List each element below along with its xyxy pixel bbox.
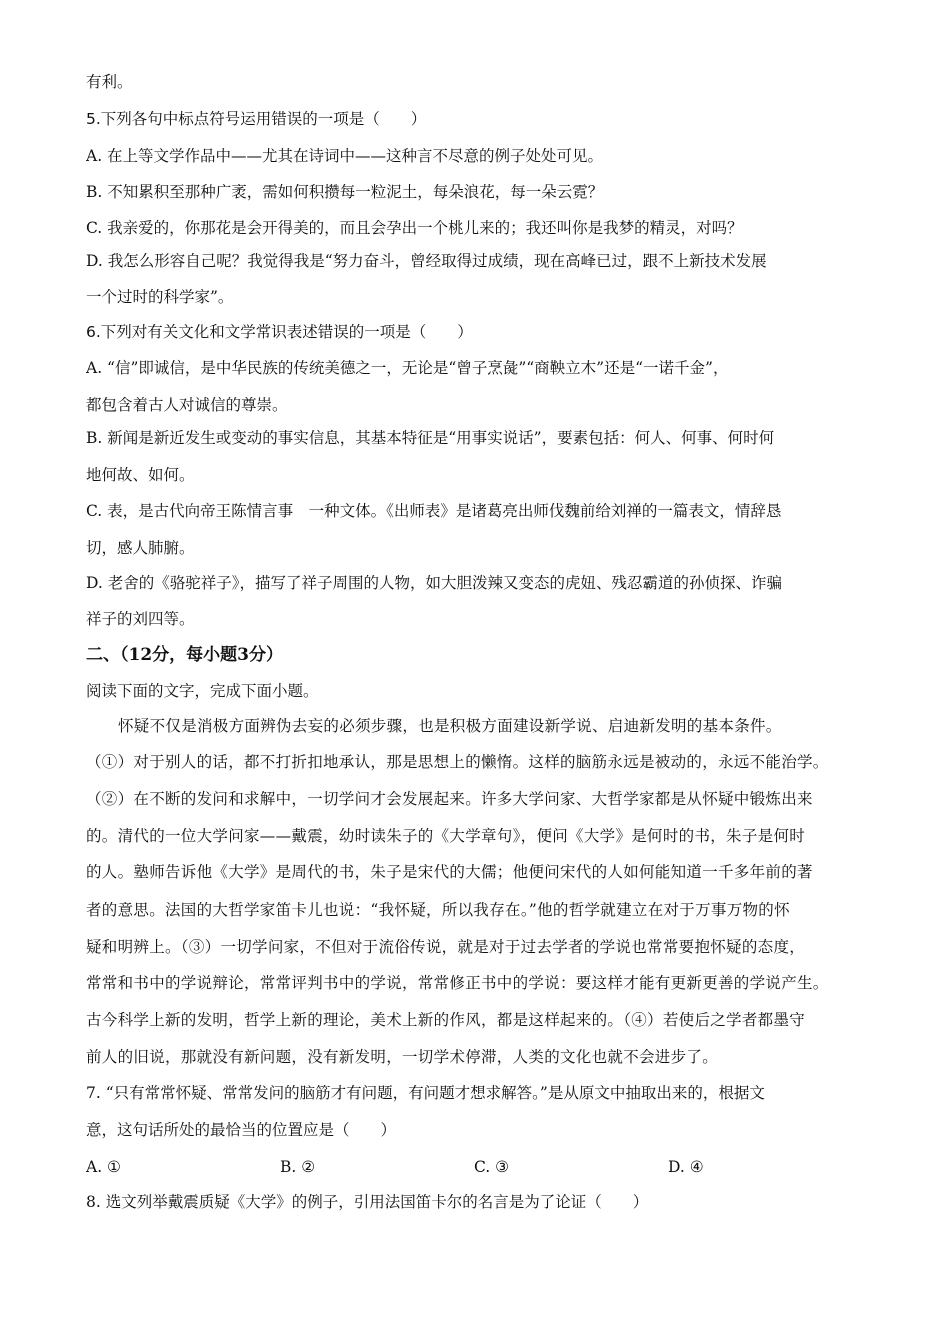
passage-line: （②）在不断的发问和求解中，一切学问才会发展起来。许多大学问家、大哲学家都是从怀疑中锻炼出来 [86, 790, 813, 808]
question-8-stem: 8. 选文列举戴震质疑《大学》的例子，引用法国笛卡尔的名言是为了论证（ ） [86, 1193, 649, 1211]
question-6-option-a: A. “信”即诚信，是中华民族的传统美德之一，无论是“曾子烹彘”“商鞅立木”还是“一诺千金”， [86, 359, 729, 377]
text-line: 有利。 [86, 73, 133, 91]
passage-line: 者的意思。法国的大哲学家笛卡儿也说：“我怀疑，所以我存在。”他的哲学就建立在对于万事万物的怀 [86, 901, 790, 919]
question-7-stem-cont: 意，这句话所处的最恰当的位置应是（ ） [86, 1121, 397, 1139]
question-5-option-c: C. 我亲爱的，你那花是会开得美的，而且会孕出一个桃儿来的；我还叫你是我梦的精灵，对吗？ [86, 219, 743, 237]
question-6-option-a-cont: 都包含着古人对诚信的尊崇。 [86, 396, 288, 414]
question-6-option-c-cont: 切，感人肺腑。 [86, 539, 195, 557]
question-5-option-a: A. 在上等文学作品中——尤其在诗词中——这种言不尽意的例子处处可见。 [86, 147, 604, 165]
question-7-option-d: D. ④ [668, 1158, 704, 1176]
question-5-option-d: D. 我怎么形容自己呢？我觉得我是“努力奋斗，曾经取得过成绩，现在高峰已过，跟不上新技术发展 [86, 252, 767, 270]
question-6-option-c: C. 表，是古代向帝王陈情言事 一种文体。《出师表》是诸葛亮出师伐魏前给刘禅的一篇表文，情辞恳 [86, 502, 782, 520]
reading-instruction: 阅读下面的文字，完成下面小题。 [86, 682, 319, 700]
question-7-option-a: A. ① [86, 1158, 121, 1176]
question-6-option-b-cont: 地何故、如何。 [86, 466, 195, 484]
section-2-heading: 二、（12分，每小题3分） [86, 645, 283, 665]
question-5-option-d-cont: 一个过时的科学家”。 [86, 288, 234, 306]
question-5-stem: 5.下列各句中标点符号运用错误的一项是（ ） [86, 110, 427, 128]
question-7-stem: 7. “只有常常怀疑、常常发问的脑筋才有问题，有问题才想求解答。”是从原文中抽取出来的，根据文 [86, 1084, 765, 1102]
passage-line: 的人。塾师告诉他《大学》是周代的书，朱子是宋代的大儒；他便问宋代的人如何能知道一千多年前的著 [86, 863, 813, 881]
passage-line: 前人的旧说，那就没有新问题，没有新发明，一切学术停滞，人类的文化也就不会进步了。 [86, 1048, 719, 1066]
question-6-option-d: D. 老舍的《骆驼祥子》，描写了祥子周围的人物，如大胆泼辣又变态的虎妞、残忍霸道的孙侦探、诈骗 [86, 574, 782, 592]
question-6-option-d-cont: 祥子的刘四等。 [86, 610, 195, 628]
question-6-stem: 6.下列对有关文化和文学常识表述错误的一项是（ ） [86, 323, 473, 341]
passage-line: 常常和书中的学说辩论，常常评判书中的学说，常常修正书中的学说：要这样才能有更新更善的学说产生。 [86, 974, 829, 992]
passage-line: 古今科学上新的发明，哲学上新的理论，美术上新的作风，都是这样起来的。（④）若使后之学者都墨守 [86, 1011, 806, 1029]
question-7-option-c: C. ③ [474, 1158, 510, 1176]
question-5-option-b: B. 不知累积至那种广袤，需如何积攒每一粒泥土，每朵浪花，每一朵云霓？ [86, 183, 604, 201]
passage-line: 怀疑不仅是消极方面辨伪去妄的必须步骤，也是积极方面建设新学说、启迪新发明的基本条件。 [118, 717, 782, 735]
passage-line: 疑和明辨上。（③）一切学问家，不但对于流俗传说，就是对于过去学者的学说也常常要抱怀疑的态度， [86, 938, 806, 956]
question-7-option-b: B. ② [280, 1158, 316, 1176]
passage-line: 的。清代的一位大学问家——戴震，幼时读朱子的《大学章句》，便问《大学》是何时的书，朱子是何时 [86, 827, 806, 845]
question-6-option-b: B. 新闻是新近发生或变动的事实信息，其基本特征是“用事实说话”，要素包括：何人、何事、何时何 [86, 429, 775, 447]
passage-line: （①）对于别人的话，都不打折扣地承认，那是思想上的懒惰。这样的脑筋永远是被动的，永远不能治学。 [86, 753, 829, 771]
